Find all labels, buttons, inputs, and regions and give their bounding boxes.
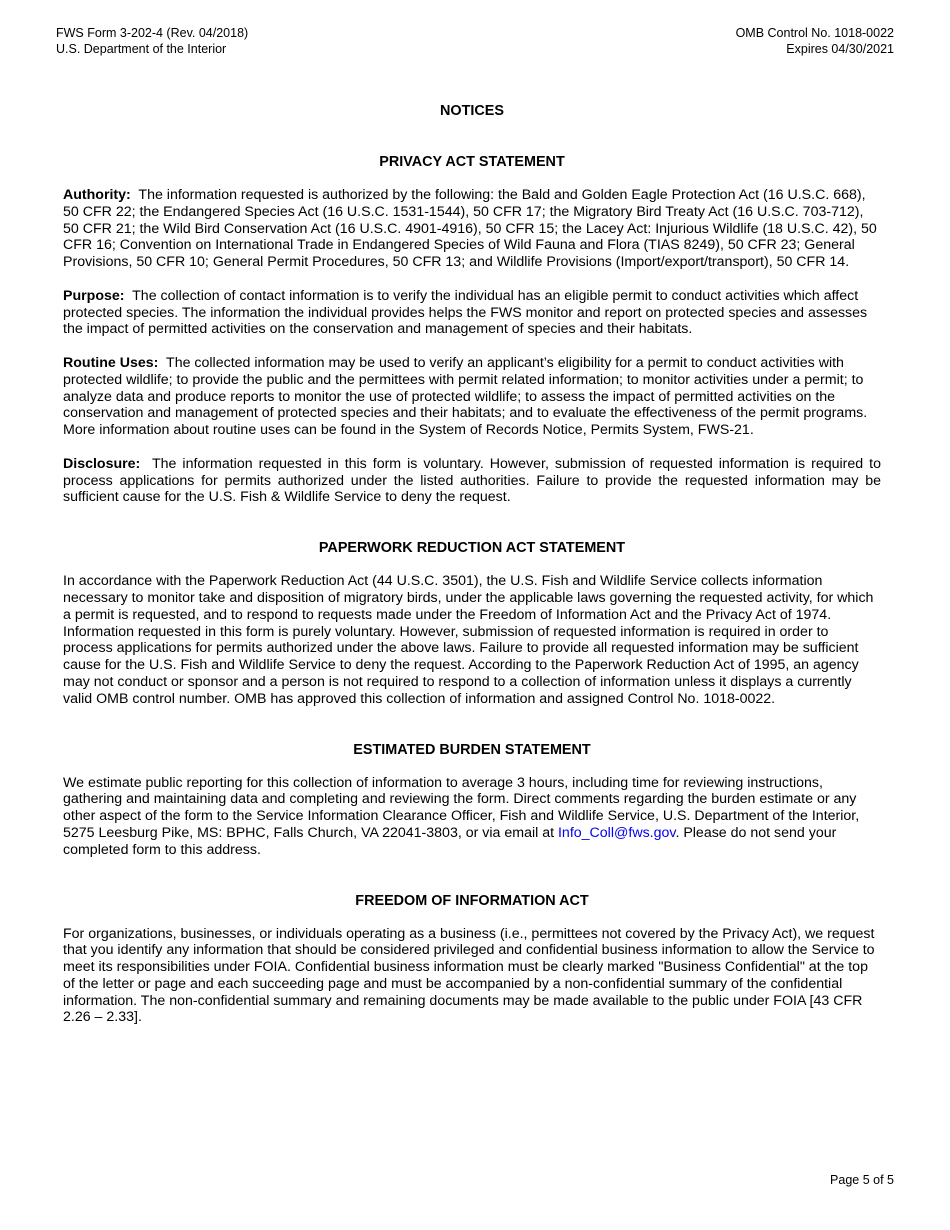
disclosure-text: The information requested in this form is voluntary. However, submission of requested information is required to process applications for permits authorized under the listed authorities. Failure to provide the requested information may be sufficient cause for the U.S. Fish & Wildlife Service to deny the request.: [63, 455, 881, 506]
disclosure-label: Disclosure:: [63, 455, 141, 472]
burden-statement-paragraph: [63, 775, 881, 859]
header-left: [56, 26, 248, 57]
authority-paragraph: [63, 187, 881, 271]
foia-text: For organizations, businesses, or individuals operating as a business (i.e., permittees not covered by the Privacy Act), we request that you identify any information that should be considered privileged and confidential business information to allow the Service to meet its responsibilities under FOIA. Confidential business information must be clearly marked "Business Confidential" at the top of the letter or page and each succeeding page and must be accompanied by a non-confidential summary of the confidential information. The non-confidential summary and remaining documents may be made available to the public under FOIA [43 CFR 2.26 – 2.33].: [63, 925, 875, 1026]
purpose-label: Purpose:: [63, 287, 125, 304]
department: U.S. Department of the Interior: [56, 41, 227, 56]
notices-content: [63, 102, 881, 1026]
paperwork-reduction-heading: PAPERWORK REDUCTION ACT STATEMENT: [318, 540, 626, 557]
purpose-text: The collection of contact information is to verify the individual has an eligible permit to conduct activities which affect protected species. The information the individual provides helps the FWS monitor and report on protected species and assesses the impact of permitted activities on the conservation and management of species and their habitats.: [63, 287, 868, 338]
paperwork-reduction-text: In accordance with the Paperwork Reduction Act (44 U.S.C. 3501), the U.S. Fish and Wildlife Service collects information necessary to monitor take and disposition of migratory birds, under the applicable laws governing the requested activity, for which a permit is requested, and to respond to requests made under the Freedom of Information Act and the Privacy Act of 1974. Information requested in this form is purely voluntary. However, submission of requested information is required in order to process applications for permits authorized under the above laws. Failure to provide all requested information may be sufficient cause for the U.S. Fish and Wildlife Service to deny the request. According to the Paperwork Reduction Act of 1995, an agency may not conduct or sponsor and a person is not required to respond to a collection of information unless it displays a currently valid OMB control number. OMB has approved this collection of information and assigned Control No. 1018-0022.: [63, 573, 874, 707]
expiration-date: Expires 04/30/2021: [786, 41, 894, 56]
burden-text: We estimate public reporting for this collection of information to average 3 hours, including time for reviewing instructions, gathering and maintaining data and completing and reviewing the form. Direct comments regarding the burden estimate or any other aspect of the form to the Service Information Clearance Officer, Fish and Wildlife Service, U.S. Department of the Interior, 5275 Leesburg Pike, MS: BPHC, Falls Church, VA 22041-3803, or via email at: [63, 774, 860, 841]
omb-control-number: OMB Control No. 1018-0022: [735, 26, 894, 40]
purpose-paragraph: [63, 288, 881, 338]
email-link[interactable]: Info_Coll@fws.gov: [557, 824, 676, 841]
disclosure-paragraph: [63, 456, 881, 506]
authority-label: Authority:: [63, 187, 131, 203]
foia-heading: FREEDOM OF INFORMATION ACT: [355, 892, 589, 909]
form-id: FWS Form 3-202-4 (Rev. 04/2018): [56, 26, 249, 40]
burden-text-end: . Please do not send your completed form to this address.: [63, 824, 837, 858]
burden-statement-heading: ESTIMATED BURDEN STATEMENT: [353, 741, 591, 758]
page-title: NOTICES: [440, 103, 504, 119]
header-right: [736, 26, 894, 57]
routine-uses-paragraph: [63, 355, 881, 439]
authority-text: The information requested is authorized by the following: the Bald and Golden Eagle Protection Act (16 U.S.C. 668), 50 CFR 22; the Endangered Species Act (16 U.S.C. 1531-1544), 50 CFR 17; the Migratory Bird Treaty Act (16 U.S.C. 703-712), 50 CFR 21; the Wild Bird Conservation Act (16 U.S.C. 4901-4916), 50 CFR 15; the Lacey Act: Injurious Wildlife (18 U.S.C. 42), 50 CFR 16; Convention on International Trade in Endangered Species of Wild Fauna and Flora (TIAS 8249), 50 CFR 23; General Provisions, 50 CFR 10; General Permit Procedures, 50 CFR 13; and Wildlife Provisions (Import/export/transport), 50 CFR 14.: [63, 187, 877, 271]
routine-uses-label: Routine Uses:: [63, 354, 159, 371]
page-number: Page 5 of 5: [830, 1173, 894, 1187]
privacy-act-heading: PRIVACY ACT STATEMENT: [379, 154, 565, 170]
routine-uses-text: The collected information may be used to verify an applicant’s eligibility for a permit to conduct activities with protected wildlife; to provide the public and the permittees with permit related information; to monitor activities under a permit; to analyze data and produce reports to monitor the use of protected wildlife; to assess the impact of permitted activities on the conservation and management of protected species and their habitats; and to evaluate the effectiveness of the permit programs. More information about routine uses can be found in the System of Records Notice, Permits System, FWS-21.: [63, 354, 868, 439]
